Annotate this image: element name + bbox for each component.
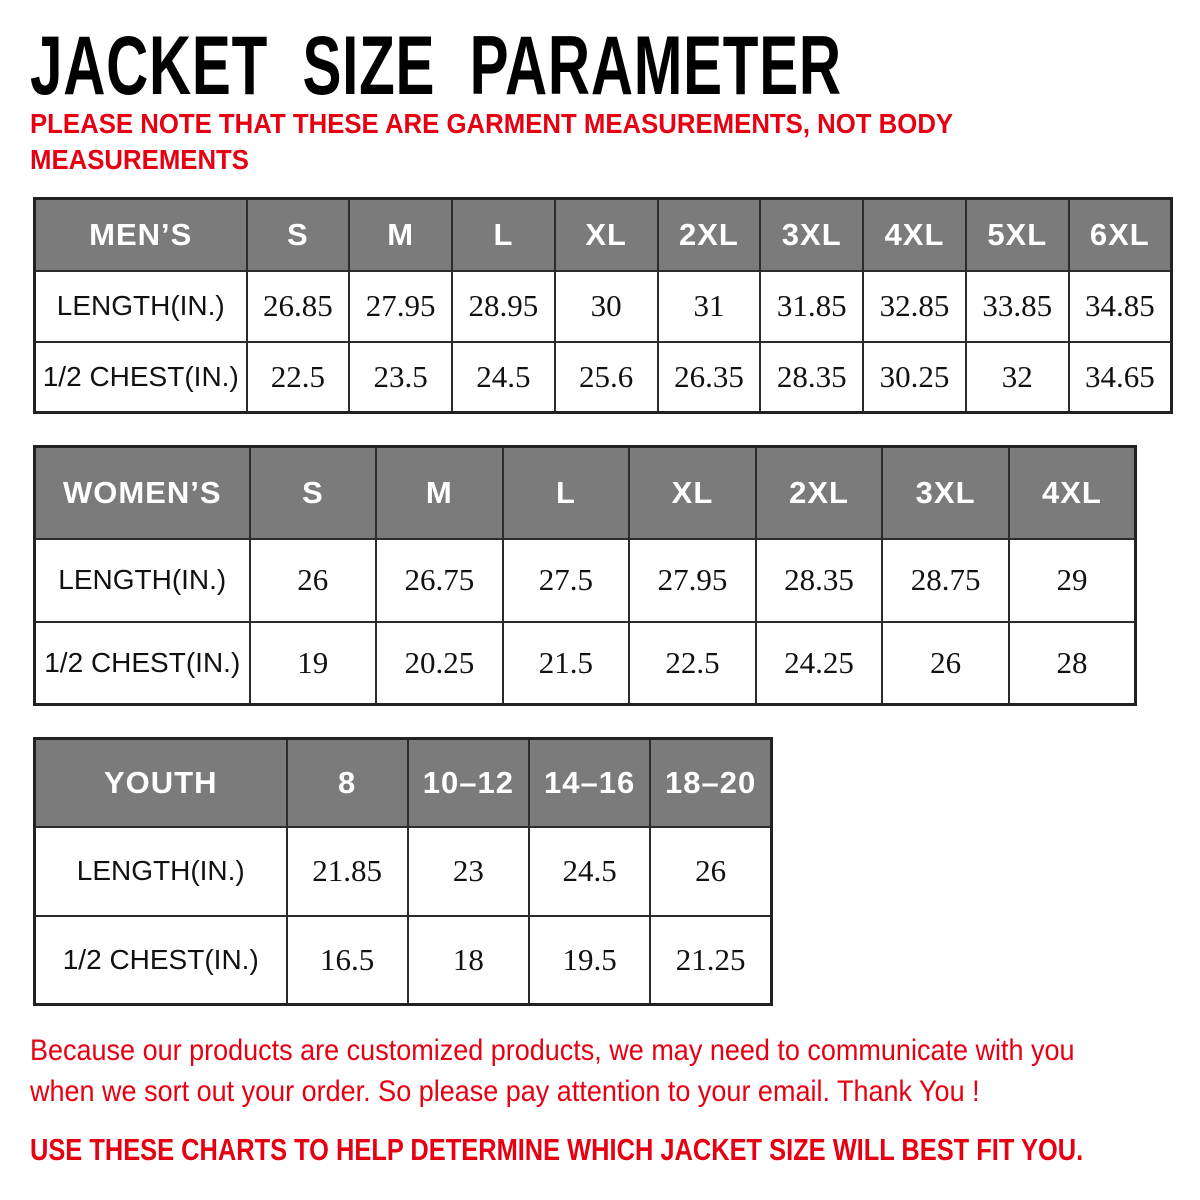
size-value-cell: 22.5 <box>247 342 350 413</box>
youth-size-table <box>33 737 773 1006</box>
customization-notice-line-1: Because our products are customized products, we may need to communicate with you <box>30 1034 1075 1067</box>
mens-group-header: MEN’S <box>35 199 247 271</box>
size-value-cell: 29 <box>1009 539 1136 622</box>
size-value-cell: 31.85 <box>760 271 863 342</box>
youth-group-header: YOUTH <box>35 739 287 827</box>
size-value-cell: 32.85 <box>863 271 966 342</box>
size-column-header: 14–16 <box>529 739 650 827</box>
size-column-header: M <box>349 199 452 271</box>
size-column-header: 3XL <box>882 447 1009 539</box>
page-title: JACKET SIZE PARAMETER <box>30 19 842 112</box>
note-line-2: MEASUREMENTS <box>30 144 249 175</box>
size-column-header: 3XL <box>760 199 863 271</box>
womens-size-table <box>33 445 1137 706</box>
size-value-cell: 24.5 <box>452 342 555 413</box>
mens-size-table <box>33 197 1173 414</box>
size-value-cell: 22.5 <box>629 622 756 705</box>
garment-measurement-note <box>30 106 953 178</box>
size-column-header: XL <box>629 447 756 539</box>
size-value-cell: 28 <box>1009 622 1136 705</box>
size-column-header: 8 <box>287 739 408 827</box>
row-label: 1/2 CHEST(IN.) <box>35 342 247 413</box>
size-column-header: 5XL <box>966 199 1069 271</box>
size-value-cell: 19 <box>250 622 377 705</box>
size-value-cell: 28.75 <box>882 539 1009 622</box>
row-label: LENGTH(IN.) <box>35 539 250 622</box>
size-value-cell: 30.25 <box>863 342 966 413</box>
size-value-cell: 26 <box>250 539 377 622</box>
size-value-cell: 21.5 <box>503 622 630 705</box>
size-column-header: 4XL <box>1009 447 1136 539</box>
customization-notice-line-2: when we sort out your order. So please pay attention to your email. Thank You ! <box>30 1075 980 1108</box>
size-column-header: S <box>247 199 350 271</box>
size-value-cell: 31 <box>658 271 761 342</box>
size-value-cell: 21.85 <box>287 827 408 916</box>
size-value-cell: 26 <box>882 622 1009 705</box>
size-value-cell: 32 <box>966 342 1069 413</box>
size-column-header: 18–20 <box>650 739 771 827</box>
size-value-cell: 28.95 <box>452 271 555 342</box>
size-column-header: 4XL <box>863 199 966 271</box>
size-column-header: S <box>250 447 377 539</box>
size-value-cell: 20.25 <box>376 622 503 705</box>
size-value-cell: 26.75 <box>376 539 503 622</box>
size-column-header: 2XL <box>658 199 761 271</box>
size-value-cell: 34.65 <box>1069 342 1172 413</box>
size-value-cell: 24.5 <box>529 827 650 916</box>
size-value-cell: 28.35 <box>756 539 883 622</box>
size-column-header: 10–12 <box>408 739 529 827</box>
size-value-cell: 34.85 <box>1069 271 1172 342</box>
size-column-header: 6XL <box>1069 199 1172 271</box>
size-value-cell: 19.5 <box>529 916 650 1005</box>
size-value-cell: 26.85 <box>247 271 350 342</box>
customization-notice <box>30 1030 1075 1112</box>
size-value-cell: 24.25 <box>756 622 883 705</box>
size-value-cell: 27.5 <box>503 539 630 622</box>
row-label: 1/2 CHEST(IN.) <box>35 916 287 1005</box>
womens-group-header: WOMEN’S <box>35 447 250 539</box>
size-value-cell: 25.6 <box>555 342 658 413</box>
size-value-cell: 30 <box>555 271 658 342</box>
chart-usage-hint: USE THESE CHARTS TO HELP DETERMINE WHICH JACKET SIZE WILL BEST FIT YOU. <box>30 1132 1084 1167</box>
size-column-header: L <box>452 199 555 271</box>
size-column-header: L <box>503 447 630 539</box>
size-value-cell: 26.35 <box>658 342 761 413</box>
row-label: LENGTH(IN.) <box>35 827 287 916</box>
size-value-cell: 23.5 <box>349 342 452 413</box>
size-column-header: 2XL <box>756 447 883 539</box>
size-value-cell: 27.95 <box>629 539 756 622</box>
size-value-cell: 21.25 <box>650 916 771 1005</box>
size-value-cell: 27.95 <box>349 271 452 342</box>
size-value-cell: 23 <box>408 827 529 916</box>
size-value-cell: 16.5 <box>287 916 408 1005</box>
size-column-header: M <box>376 447 503 539</box>
row-label: 1/2 CHEST(IN.) <box>35 622 250 705</box>
size-value-cell: 26 <box>650 827 771 916</box>
size-value-cell: 33.85 <box>966 271 1069 342</box>
size-value-cell: 28.35 <box>760 342 863 413</box>
size-value-cell: 18 <box>408 916 529 1005</box>
size-column-header: XL <box>555 199 658 271</box>
row-label: LENGTH(IN.) <box>35 271 247 342</box>
note-line-1: PLEASE NOTE THAT THESE ARE GARMENT MEASUREMENTS, NOT BODY <box>30 108 954 139</box>
